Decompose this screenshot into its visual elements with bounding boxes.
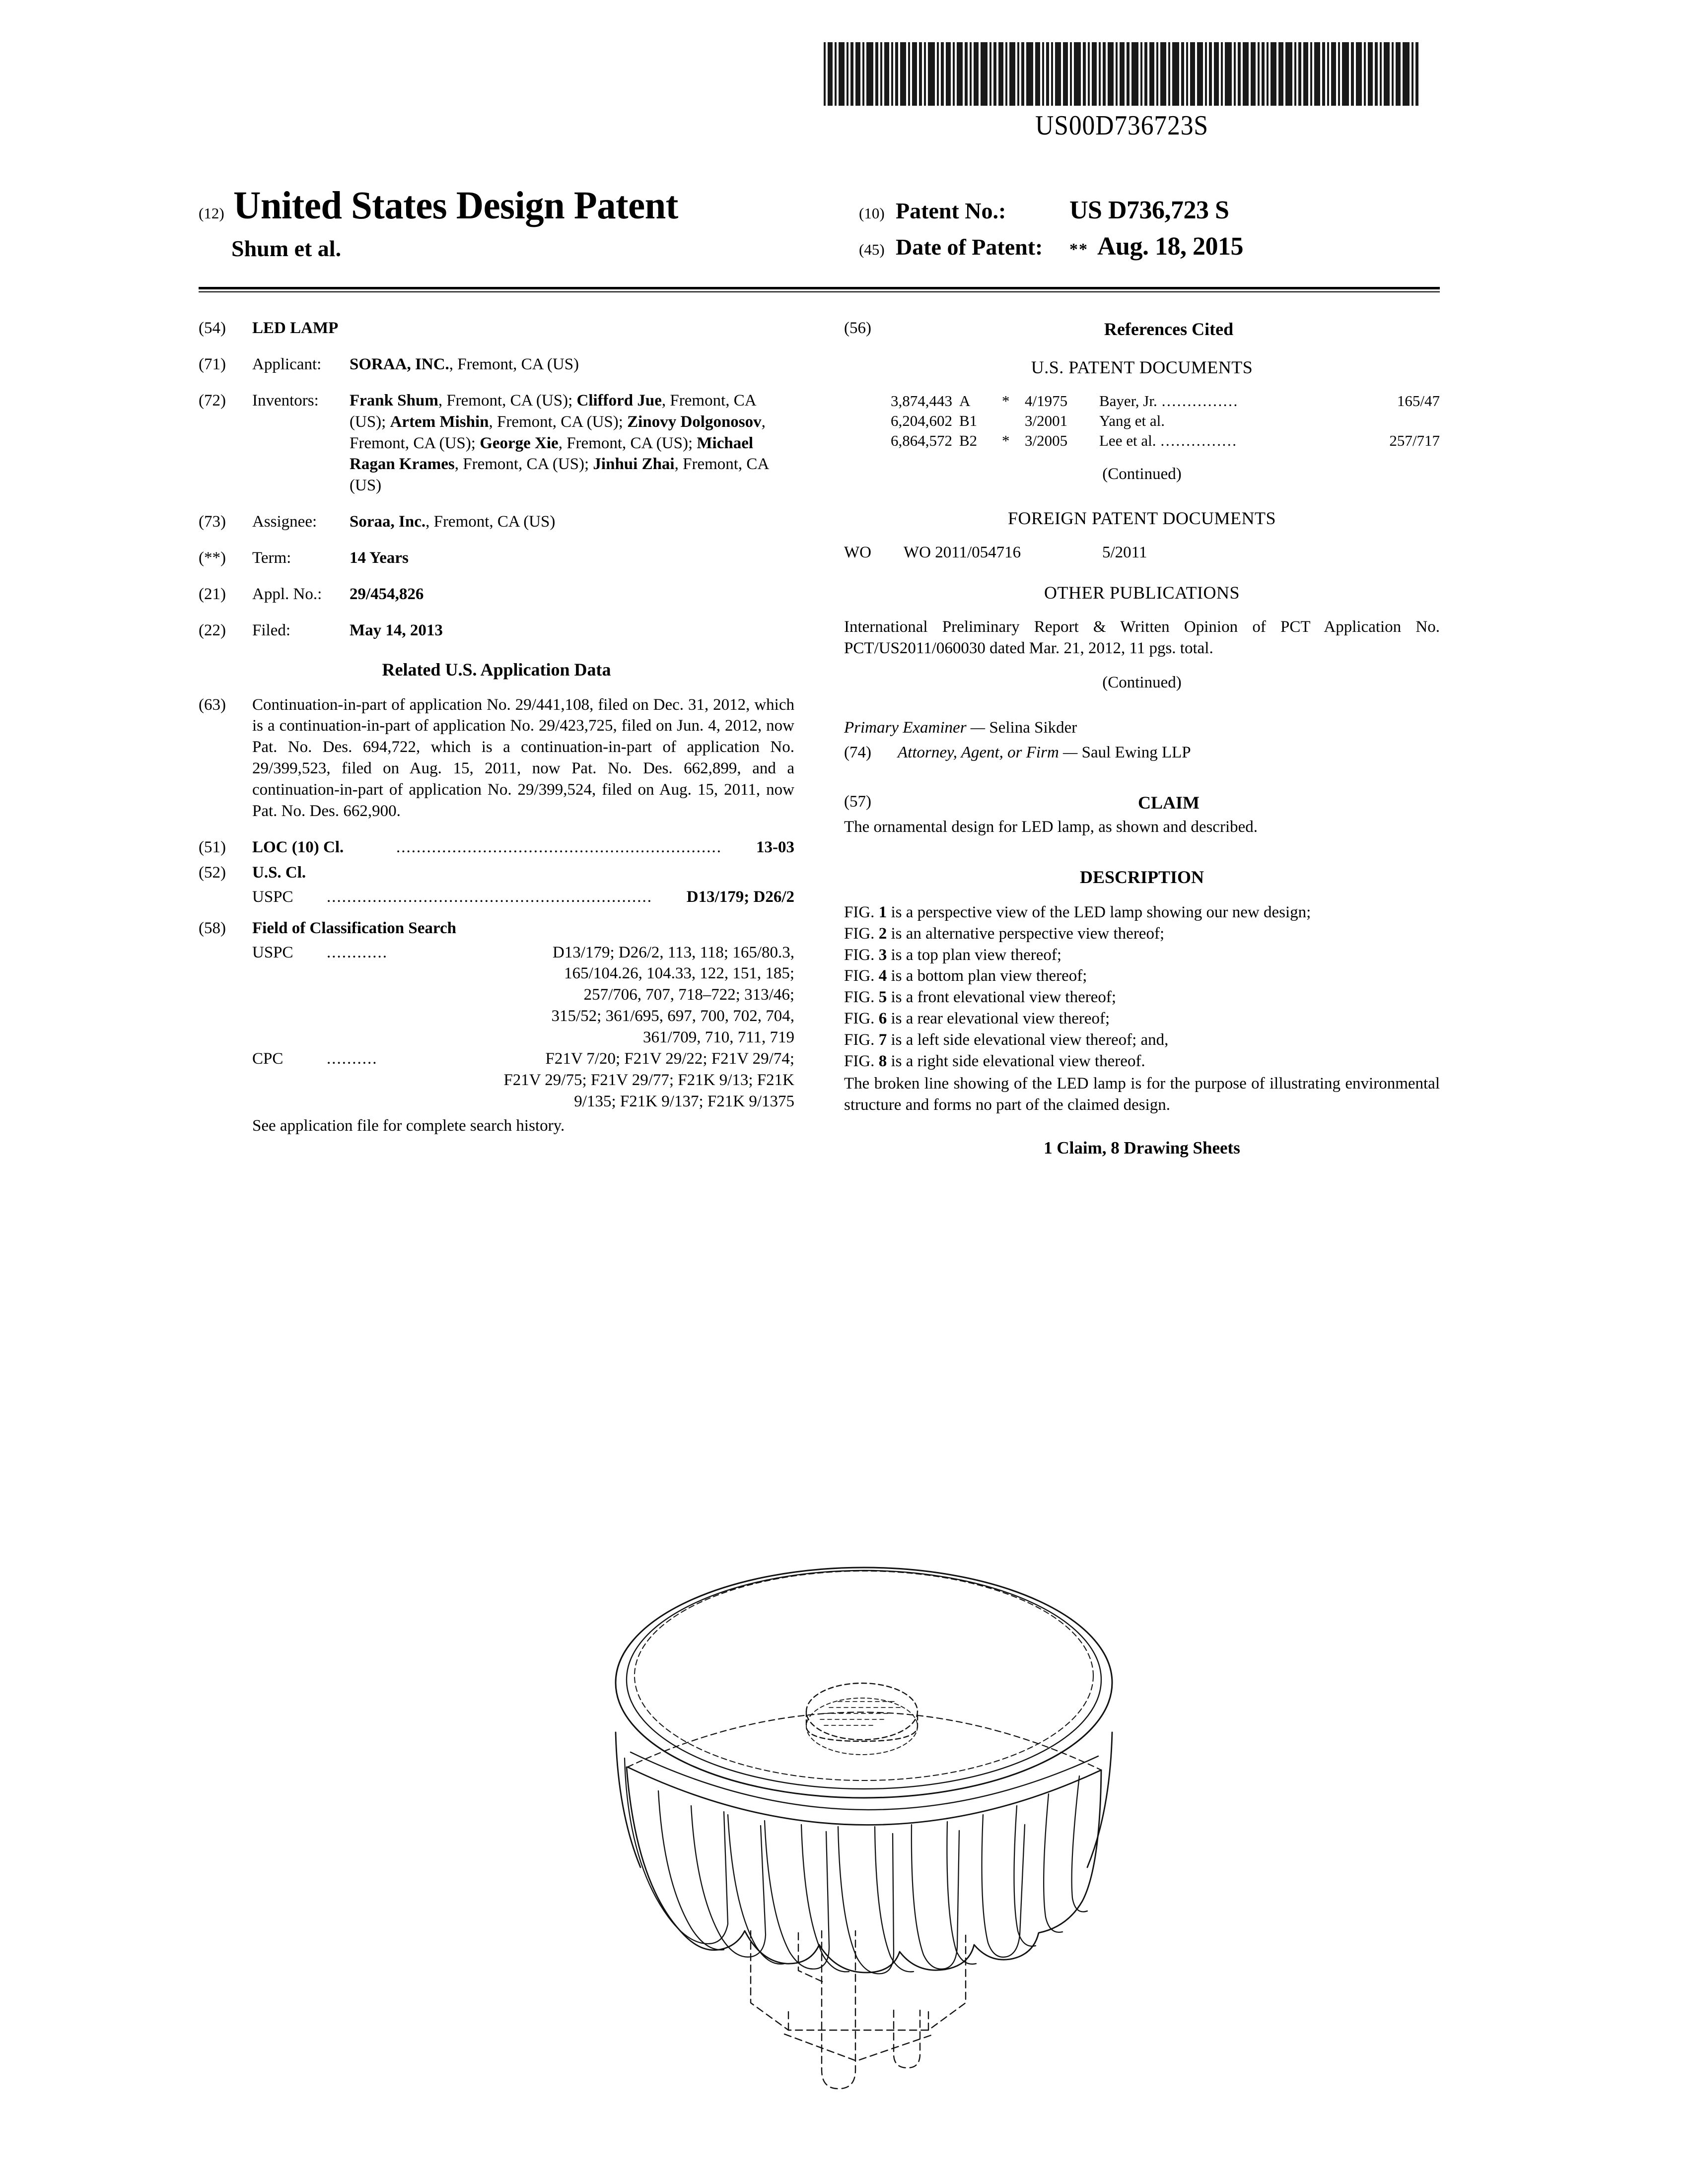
barcode-bar [1221,42,1223,106]
figure-description-list [844,902,1440,1072]
figure-description-item [844,923,1440,945]
inventor-location-1: , Fremont, CA (US); [350,391,756,431]
other-publications-heading: OTHER PUBLICATIONS [1044,583,1240,603]
foreign-document-number-0: WO 2011/054716 [904,544,1021,562]
field-uspc-row [199,887,794,908]
search-cpc-line-2: 9/135; F21K 9/137; F21K 9/1375 [574,1092,794,1110]
figure-description-item [844,1008,1440,1029]
inventor-name-0: Frank Shum [350,391,438,410]
patent-date-label: Date of Patent: [896,234,1043,260]
barcode-bars [824,42,1420,106]
barcode-bar [875,42,878,106]
barcode-bar [824,42,826,106]
figure-label-4: FIG. [844,988,879,1007]
us-patent-documents-heading: U.S. PATENT DOCUMENTS [1031,357,1253,377]
search-uspc-line-0: D13/179; D26/2, 113, 118; 165/80.3, [552,943,794,961]
barcode-bar [884,42,889,106]
barcode-bar [1351,42,1354,106]
barcode-bar [828,42,833,106]
continued-marker-1: (Continued) [1102,465,1182,483]
reference-asterisk-1 [1002,411,1020,431]
barcode-area [804,42,1440,141]
search-uspc-line-1: 165/104.26, 104.33, 122, 151, 185; [564,964,794,983]
barcode-bar [1338,42,1340,106]
inventor-name-6: Jinhui Zhai [593,455,675,474]
reference-number-2: 6,864,572 [891,432,952,450]
reference-name-0: Bayer, Jr. …………… [1099,392,1238,410]
page-title: United States Design Patent [233,184,678,227]
patent-number-value: US D736,723 S [1069,196,1229,224]
barcode-bar [941,42,944,106]
field-appl-no [199,584,794,605]
figure-label-2: FIG. [844,946,879,964]
field-loc-code: (51) [199,838,226,856]
barcode-bar [1285,42,1292,106]
barcode-bar [1412,42,1413,106]
reference-date-2: 3/2005 [1025,432,1068,450]
barcode-bar [1342,42,1349,106]
inventor-location-5: , Fremont, CA (US); [454,455,593,474]
barcode-bar [1356,42,1362,106]
barcode-bar [1156,42,1158,106]
reference-kind-code-0: A [959,392,971,410]
barcode-bar [993,42,996,106]
uspc-key: USPC [252,887,293,906]
barcode-bar [1149,42,1154,106]
field-applicant-code: (71) [199,355,226,373]
barcode-bar [866,42,873,106]
barcode-bar [1368,42,1373,106]
field-related-code: (63) [199,695,226,714]
barcode-bar [1298,42,1301,106]
authors: Shum et al. [231,236,342,261]
barcode-bar [847,42,848,106]
figure-text-4: is a front elevational view thereof; [887,988,1117,1007]
field-filed [199,620,794,641]
barcode-bar [1396,42,1401,106]
barcode-bar [919,42,922,106]
figure-label-1: FIG. [844,924,879,943]
figure-text-1: is an alternative perspective view thereof; [887,924,1165,943]
field-search-label: Field of Classification Search [252,919,456,937]
figure-number-0: 1 [878,903,887,921]
reference-asterisk-2: * [1002,432,1010,450]
barcode-bar [1331,42,1336,106]
barcode-bar [937,42,939,106]
barcode-bar [1243,42,1249,106]
us-patent-reference-row [844,411,1440,431]
field-filed-value: May 14, 2013 [350,621,443,639]
barcode-bar [1144,42,1147,106]
barcode-number: US00D736723S [1035,110,1209,141]
barcode-bar [1267,42,1269,106]
foreign-document-date-0: 5/2011 [1102,544,1147,562]
barcode-bar [1403,42,1410,106]
barcode-bar [1190,42,1195,106]
barcode-bar [1131,42,1138,106]
field-uscl-code: (52) [199,863,226,882]
patent-number-row [859,196,1440,225]
figure-description-item [844,902,1440,923]
inventor-location-4: , Fremont, CA (US); [558,434,697,452]
inventor-name-3: Zinovy Dolgonosov [627,412,762,431]
barcode-bar [1186,42,1188,106]
foreign-patent-reference-row [844,542,1440,563]
barcode-bar [835,42,837,106]
field-related-text: Continuation-in-part of application No. 29/441,108, filed on Dec. 31, 2012, which is a continuation-in-part of application No. 29/423,725, filed on Jun. 4, 2012, now Pat. No. Des. 694,722, which is a continuation-in-part of application No. 29/399,523, filed on Aug. 15, 2011, now Pat. No. Des. 662,899, and a continuation-in-part of application No. 29/399,524, filed on Aug. 15, 2011, now Pat. No. Des. 662,900. [252,695,794,820]
figure-description-item [844,987,1440,1008]
barcode-bar [1083,42,1086,106]
field-assignee-code: (73) [199,513,226,531]
top-lens-edge [635,1571,1093,1780]
barcode-bar [1088,42,1090,106]
inventor-location-2: , Fremont, CA (US); [489,412,628,431]
field-filed-label: Filed: [252,621,291,639]
search-uspc-line-3: 315/52; 361/695, 697, 700, 702, 704, [551,1007,794,1025]
barcode-bar [855,42,860,106]
attorney-name: Saul Ewing LLP [1081,744,1191,762]
figure-label-7: FIG. [844,1052,879,1071]
right-column [844,318,1440,1159]
figure-number-1: 2 [878,924,887,943]
barcode-bar [1294,42,1296,106]
barcode-bar [1051,42,1053,106]
barcode-bar [839,42,845,106]
search-history-note: See application file for complete search history. [252,1116,565,1135]
barcode-bar [1384,42,1390,106]
uspc-dot-leader: ................................................................ [327,887,652,906]
barcode-bar [1042,42,1044,106]
barcode-bar [1375,42,1378,106]
broken-line-note: The broken line showing of the LED lamp is for the purpose of illustrating environmental structure and forms no part of the claimed design. [844,1074,1440,1114]
barcode-bar [1234,42,1236,106]
inventor-name-2: Artem Mishin [390,412,489,431]
figure-description-item [844,965,1440,987]
field-related-data [199,694,794,822]
reference-kind-code-1: B1 [959,411,978,429]
field-assignee-value [350,511,794,533]
figure-description-item [844,1051,1440,1072]
field-search-heading [199,918,794,939]
led-lamp-drawing [566,1534,1152,2129]
barcode-bar [1021,42,1024,106]
barcode-bar [1108,42,1114,106]
foreign-patent-documents-heading: FOREIGN PATENT DOCUMENTS [1007,508,1276,529]
barcode-bar [957,42,963,106]
related-data-heading: Related U.S. Application Data [382,659,611,680]
barcode-bar [1303,42,1308,106]
barcode-bar [998,42,1003,106]
barcode-bar [946,42,951,106]
barcode-bar [880,42,882,106]
field-term-code: (**) [199,549,226,567]
field-assignee-label: Assignee: [252,513,317,531]
field-loc-class [199,837,794,858]
figure-number-5: 6 [878,1010,887,1028]
field-assignee [199,511,794,533]
field-filed-code: (22) [199,621,226,639]
barcode-bar [1322,42,1325,106]
barcode-bar [1205,42,1207,106]
uspc-value: D13/179; D26/2 [686,887,794,906]
field-appl-no-label: Appl. No.: [252,585,322,604]
base-broken-lines [751,1931,966,2089]
barcode-bar [1251,42,1256,106]
barcode-bar [850,42,853,106]
barcode-bar [862,42,864,106]
barcode-bar [1120,42,1125,106]
barcode-bar [1310,42,1312,106]
field-inventors-code: (72) [199,391,226,410]
figure-number-4: 5 [878,988,887,1007]
figure-description-item [844,945,1440,966]
barcode-bar [1278,42,1283,106]
search-uspc-line-2: 257/706, 707, 718–722; 313/46; [583,986,794,1004]
barcode-bar [989,42,991,106]
barcode-bar [1168,42,1170,106]
figure-label-0: FIG. [844,903,879,921]
figure-text-7: is a right side elevational view thereof. [887,1052,1145,1071]
patent-number-code: (10) [859,205,885,222]
figure-number-6: 7 [878,1031,887,1049]
barcode-bar [924,42,926,106]
field-appl-no-value: 29/454,826 [350,585,424,604]
claim-heading: CLAIM [1138,793,1200,813]
foreign-patent-documents-table [844,542,1440,563]
inventor-name-4: George Xie [480,434,559,452]
reference-date-1: 3/2001 [1025,411,1068,429]
figure-number-2: 3 [878,946,887,964]
field-search-uspc [199,942,794,1048]
barcode-bar [953,42,955,106]
inventor-location-3: , Fremont, CA (US); [350,412,766,452]
attorney-label: Attorney, Agent, or Firm [898,744,1059,762]
references-cited-heading-row [844,318,1440,341]
field-applicant-value [350,354,794,375]
assignee-location: , Fremont, CA (US) [425,513,556,531]
us-patent-reference-row [844,391,1440,411]
patent-date-row [859,232,1440,261]
field-title-code: (54) [199,319,226,337]
field-applicant-label: Applicant: [252,355,322,373]
masthead-divider [199,287,1440,292]
field-uscl-label: U.S. Cl. [252,863,306,882]
barcode-bar [1103,42,1106,106]
reference-classification-0: 165/47 [1397,392,1440,410]
attorney-dash: — [1059,744,1082,762]
field-title [199,318,794,339]
reference-date-0: 4/1975 [1025,392,1068,410]
figure-label-3: FIG. [844,967,879,985]
masthead-right [859,196,1440,268]
claim-text: The ornamental design for LED lamp, as shown and described. [844,818,1258,836]
body-mid-band-front-2 [631,1752,1098,1810]
barcode-bar [1127,42,1130,106]
barcode-bar [1046,42,1049,106]
primary-examiner-dash: — [966,718,989,737]
barcode-bar [1099,42,1101,106]
reference-kind-code-2: B2 [959,432,978,450]
figure-text-6: is a left side elevational view thereof; and, [887,1031,1169,1049]
us-patent-documents-table [844,391,1440,451]
inventor-location-0: , Fremont, CA (US); [438,391,577,410]
claim-heading-row [844,791,1440,815]
barcode-bar [1392,42,1394,106]
primary-examiner-label: Primary Examiner [844,718,967,737]
barcode-bar [1172,42,1179,106]
barcode-bar [900,42,906,106]
barcode-bar [981,42,988,106]
barcode-bar [912,42,917,106]
term-disclaimer-asterisk: ** [1069,240,1088,259]
barcode-bar [1415,42,1418,106]
loc-dot-leader: ................................................................ [396,838,722,856]
barcode-bar [1214,42,1219,106]
center-disc [806,1683,918,1755]
barcode-bar [1364,42,1366,106]
barcode-bar [1238,42,1241,106]
figure-description-item [844,1029,1440,1051]
figure-text-2: is a top plan view thereof; [887,946,1062,964]
search-uspc-key: USPC [252,943,293,961]
reference-name-1: Yang et al. [1099,411,1165,429]
barcode-bar [1197,42,1203,106]
reference-number-1: 6,204,602 [891,411,952,429]
barcode-bar [1160,42,1166,106]
continued-marker-2: (Continued) [1102,673,1182,691]
barcode-bar [970,42,972,106]
reference-asterisk-0: * [1002,392,1010,410]
attorney-code: (74) [844,744,871,762]
reference-number-0: 3,874,443 [891,392,952,410]
barcode-bar [1140,42,1142,106]
loc-value: 13-03 [756,838,794,856]
inventors-list [350,390,794,496]
field-search-code: (58) [199,919,226,937]
references-code: (56) [844,319,871,337]
description-heading: DESCRIPTION [1079,867,1204,887]
barcode-bar [1074,42,1081,106]
other-publication-item: International Preliminary Report & Written Opinion of PCT Application No. PCT/US2011/060030 dated Mar. 21, 2012, 11 pgs. total. [844,617,1440,657]
body-right-edge [1087,1732,1112,1867]
field-term-label: Term: [252,549,291,567]
barcode-bar [1262,42,1265,106]
field-inventors [199,390,794,496]
barcode-bar [1070,42,1072,106]
barcode-bar [895,42,898,106]
reference-classification-2: 257/717 [1389,432,1440,450]
barcode-bar [1181,42,1184,106]
barcode-bar [1116,42,1118,106]
barcode-bar [1314,42,1320,106]
claim-sheets-summary: 1 Claim, 8 Drawing Sheets [1044,1138,1240,1158]
search-uspc-dot-leader: ............ [327,943,388,961]
left-column [199,318,794,1137]
barcode-bar [1009,42,1015,106]
kind-code: (12) [199,205,224,222]
us-patent-reference-row [844,431,1440,451]
inventor-name-1: Clifford Jue [576,391,662,410]
body-mid-band-front [628,1767,1101,1825]
field-applicant [199,354,794,375]
foreign-country-code-0: WO [844,544,871,562]
barcode-bar [1017,42,1019,106]
figure-text-0: is a perspective view of the LED lamp showing our new design; [887,903,1311,921]
claim-code: (57) [844,793,871,811]
figure-text-5: is a rear elevational view thereof; [887,1010,1110,1028]
loc-label: LOC (10) Cl. [252,838,344,856]
field-term [199,547,794,569]
applicant-location: , Fremont, CA (US) [449,355,579,373]
inventor-name-5: Michael Ragan Krames [350,434,754,474]
assignee-name: Soraa, Inc. [350,513,426,531]
field-us-class [199,862,794,884]
barcode-bar [1055,42,1061,106]
masthead [199,184,1440,268]
patent-date-value: Aug. 18, 2015 [1097,232,1243,261]
barcode-bar [974,42,979,106]
search-cpc-key: CPC [252,1049,283,1068]
barcode-bar [1327,42,1329,106]
barcode-bar [1271,42,1276,106]
masthead-left [199,184,859,262]
barcode-bar [1063,42,1068,106]
inventor-location-6: , Fremont, CA (US) [350,455,769,495]
barcode-bar [1258,42,1260,106]
barcode-bar [928,42,935,106]
barcode-bar [965,42,968,106]
patent-number-label: Patent No.: [896,198,1006,223]
references-cited-heading: References Cited [1104,319,1234,339]
field-inventors-label: Inventors: [252,391,319,410]
field-title-value: LED LAMP [252,319,339,337]
barcode-bar [891,42,893,106]
reference-name-2: Lee et al. …………… [1099,432,1237,450]
attorney-row [844,742,1440,763]
field-search-footer [199,1115,794,1137]
primary-examiner-name: Selina Sikder [989,718,1077,737]
figure-number-3: 4 [878,967,887,985]
field-term-value: 14 Years [350,549,409,567]
barcode-bar [1035,42,1040,106]
search-cpc-line-1: F21V 29/75; F21V 29/77; F21K 9/13; F21K [503,1071,794,1089]
search-cpc-line-0: F21V 7/20; F21V 29/22; F21V 29/74; [545,1049,794,1068]
field-search-cpc [199,1048,794,1112]
figure-text-3: is a bottom plan view thereof; [887,967,1087,985]
primary-examiner-row [844,717,1440,739]
barcode-bar [1209,42,1212,106]
patent-date-code: (45) [859,241,885,258]
barcode-bar [1225,42,1232,106]
barcode-bar [1092,42,1097,106]
barcode-bar [1005,42,1007,106]
figure-number-7: 8 [878,1052,887,1071]
figure-label-5: FIG. [844,1010,879,1028]
search-cpc-dot-leader: .......... [327,1049,378,1068]
applicant-name: SORAA, INC. [350,355,449,373]
search-uspc-line-4: 361/709, 710, 711, 719 [643,1028,794,1047]
barcode-bar [908,42,910,106]
barcode-bar [1026,42,1033,106]
field-appl-no-code: (21) [199,585,226,604]
figure-label-6: FIG. [844,1031,879,1049]
barcode-bar [1380,42,1382,106]
